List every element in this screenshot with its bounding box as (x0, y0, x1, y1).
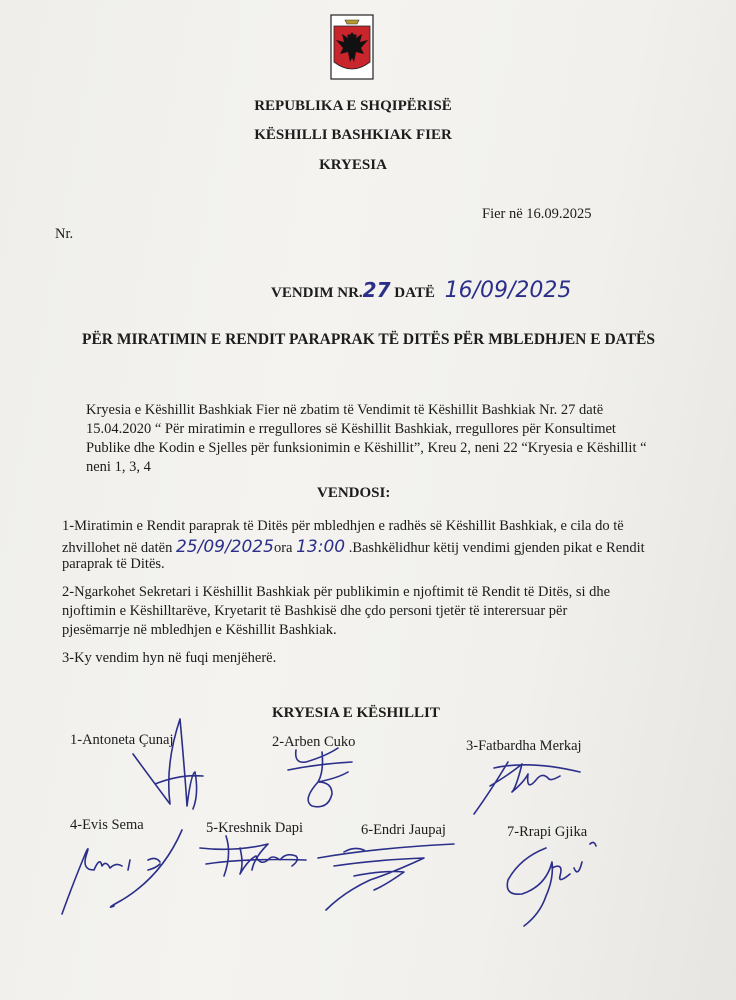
nr-label: Nr. (55, 226, 74, 242)
albanian-coat-of-arms-icon (330, 14, 374, 80)
header-presidency: KRYESIA (319, 157, 387, 173)
signature-3 (470, 752, 590, 820)
decision-date-handwritten: 16/09/2025 (444, 278, 572, 303)
signatory-6: 6-Endri Jaupaj (361, 822, 446, 838)
signature-5 (196, 830, 316, 880)
signatory-7: 7-Rrapi Gjika (507, 824, 588, 840)
point-1-line-2 (62, 537, 645, 557)
signatory-3: 3-Fatbardha Merkaj (466, 738, 582, 754)
preamble-line-4: neni 1, 3, 4 (86, 459, 151, 475)
signature-1 (125, 714, 215, 814)
decision-title (271, 278, 571, 303)
header-republic: REPUBLIKA E SHQIPËRISË (254, 98, 452, 114)
signatory-1: 1-Antoneta Çunaj (70, 732, 174, 748)
decision-number-handwritten: 27 (362, 278, 391, 302)
decision-date-label: DATË (394, 285, 435, 301)
decision-subject: PËR MIRATIMIN E RENDIT PARAPRAK TË DITËS PËR MBLEDHJEN E DATËS (82, 331, 656, 348)
point-1-line-3: paraprak të Ditës. (62, 556, 165, 572)
signatories-heading: KRYESIA E KËSHILLIT (272, 705, 440, 721)
decision-title-prefix: VENDIM NR. (271, 285, 363, 301)
point-2-line-3: pjesëmarrje në mbledhjen e Këshillit Bashkiak. (62, 622, 337, 638)
signatory-2: 2-Arben Cuko (272, 734, 356, 750)
point-2-line-1: 2-Ngarkohet Sekretari i Këshillit Bashkiak për publikimin e njoftimit të Rendit të Ditës, si dhe (62, 584, 611, 600)
header-council: KËSHILLI BASHKIAK FIER (254, 127, 452, 143)
place-date: Fier në 16.09.2025 (482, 206, 592, 222)
decides-heading: VENDOSI: (317, 485, 391, 501)
point-1-ora: ora (273, 540, 293, 556)
signatory-4: 4-Evis Sema (70, 817, 144, 833)
point-1-post: .Bashkëlidhur këtij vendimi gjenden pikat e Rendit (348, 540, 645, 556)
meeting-time-handwritten: 13:00 (296, 537, 346, 557)
signatory-5: 5-Kreshnik Dapi (206, 820, 304, 836)
point-2-line-2: njoftimin e Këshilltarëve, Kryetarit të Bashkisë dhe çdo personi tjetër të interersuar për (62, 603, 568, 619)
signature-2 (282, 742, 362, 814)
preamble-line-1: Kryesia e Këshillit Bashkiak Fier në zbatim të Vendimit të Këshillit Bashkiak Nr. 27 datë (86, 402, 604, 418)
preamble-line-2: 15.04.2020 “ Për miratimin e rregullores së Këshillit Bashkiak, rregullores për Konsultimet (86, 421, 616, 437)
preamble-line-3: Publike dhe Kodin e Sjelles për funksionimin e Këshillit”, Kreu 2, neni 22 “Kryesia e Këshillit “ (86, 440, 647, 456)
signature-6 (314, 836, 464, 916)
point-1-line-1: 1-Miratimin e Rendit paraprak të Ditës për mbledhjen e radhës së Këshillit Bashkiak, e cila do të (62, 518, 624, 534)
meeting-date-handwritten: 25/09/2025 (175, 537, 274, 557)
signature-4 (52, 826, 192, 918)
point-1-pre: zhvillohet në datën (62, 540, 173, 556)
point-3: 3-Ky vendim hyn në fuqi menjëherë. (62, 650, 277, 666)
signature-7 (500, 838, 610, 930)
